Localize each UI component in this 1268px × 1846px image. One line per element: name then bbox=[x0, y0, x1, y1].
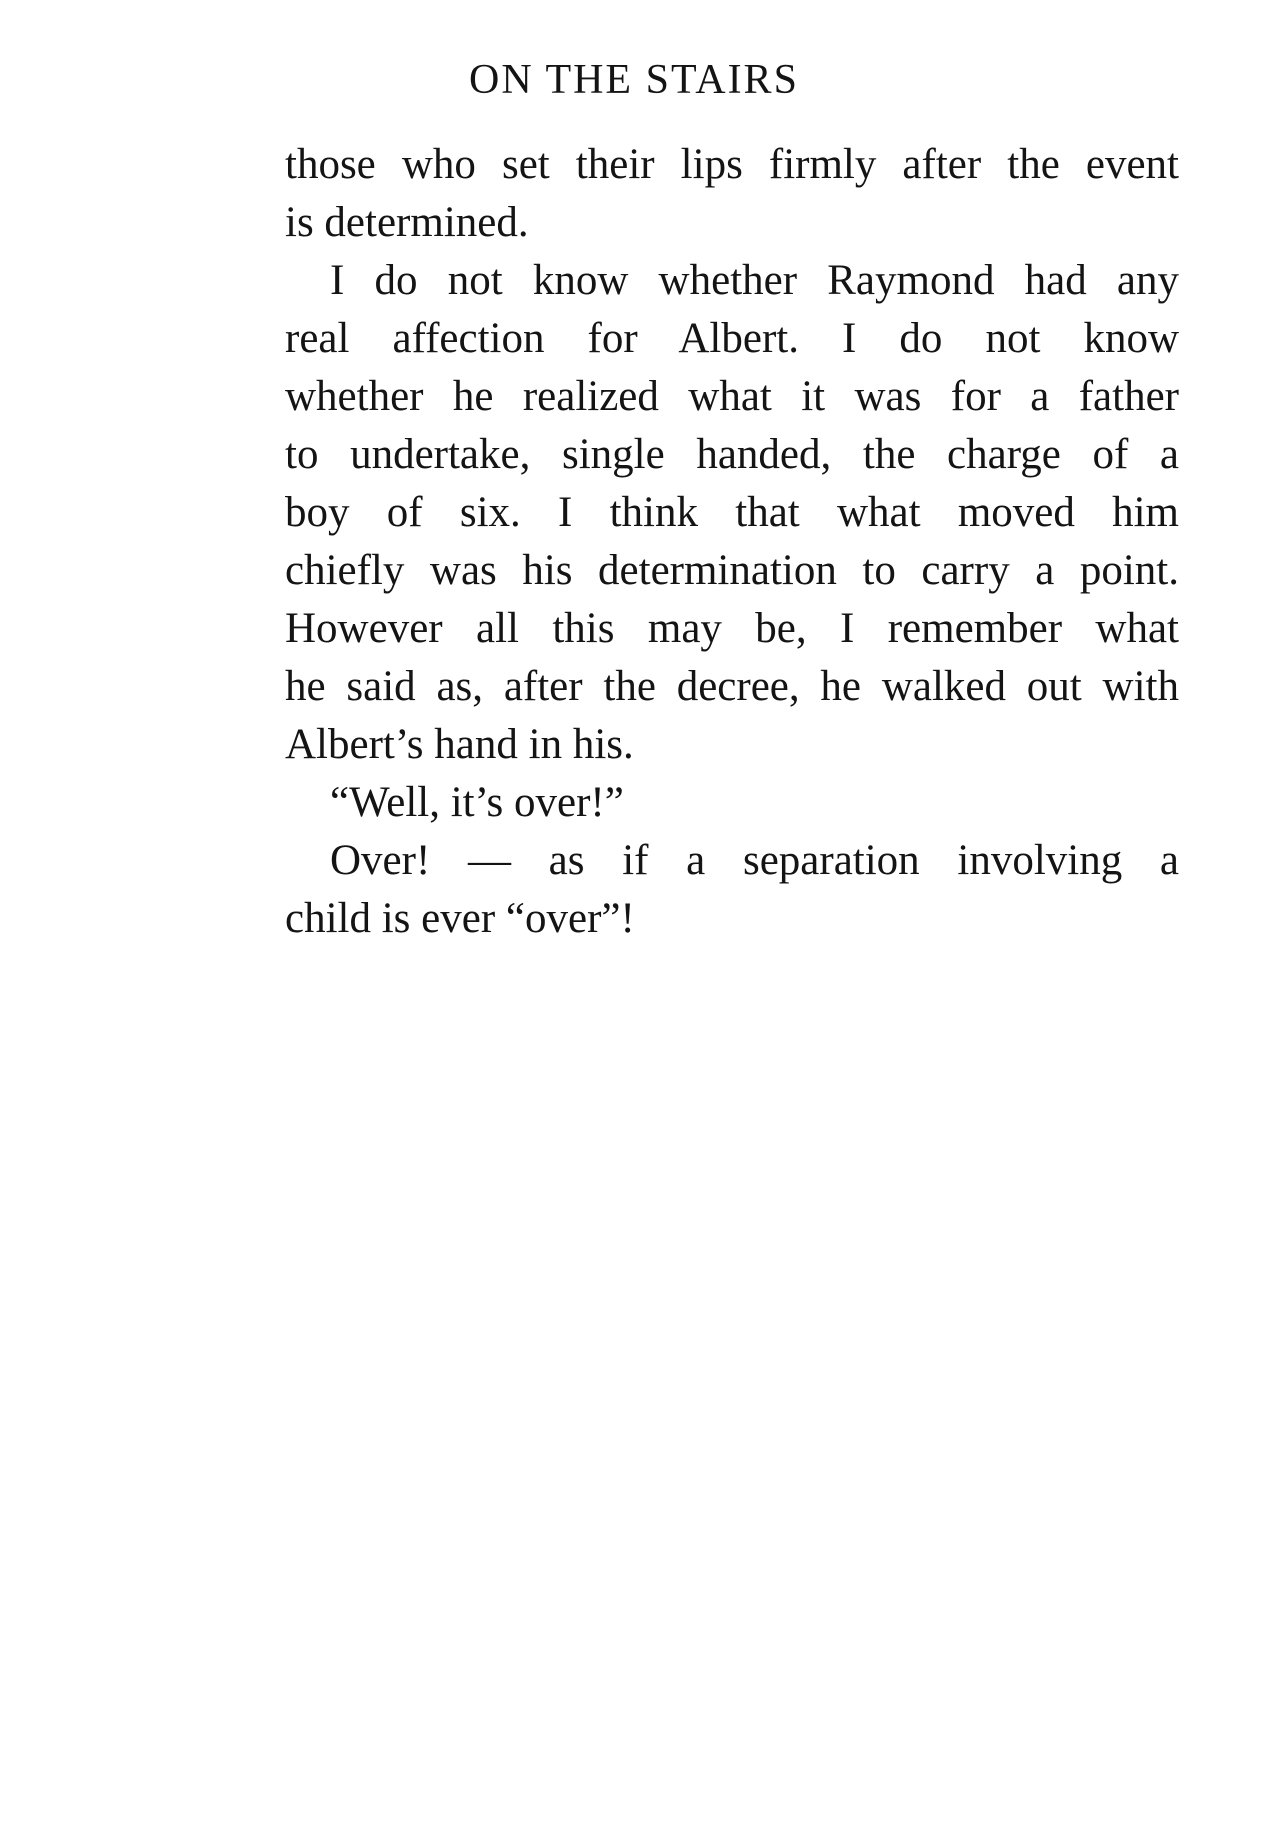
text-line: those who set their lips firmly after the event bbox=[285, 141, 1179, 188]
text-line: Over! — as if a separation involving a bbox=[330, 837, 1179, 884]
running-head: ON THE STAIRS bbox=[469, 57, 799, 103]
text-line: child is ever “over”! bbox=[285, 895, 635, 942]
text-line: is determined. bbox=[285, 199, 529, 246]
text-line: However all this may be, I remember what bbox=[285, 605, 1179, 652]
text-line: boy of six. I think that what moved him bbox=[285, 489, 1179, 536]
text-line: to undertake, single handed, the charge of a bbox=[285, 431, 1179, 478]
text-line: “Well, it’s over!” bbox=[330, 779, 624, 826]
text-line: chiefly was his determination to carry a point. bbox=[285, 547, 1179, 594]
text-line: real affection for Albert. I do not know bbox=[285, 315, 1179, 362]
text-line: Albert’s hand in his. bbox=[285, 721, 634, 768]
text-line: he said as, after the decree, he walked out with bbox=[285, 663, 1179, 710]
text-line: whether he realized what it was for a father bbox=[285, 373, 1179, 420]
body-text bbox=[285, 136, 1179, 948]
text-line: I do not know whether Raymond had any bbox=[330, 257, 1179, 304]
